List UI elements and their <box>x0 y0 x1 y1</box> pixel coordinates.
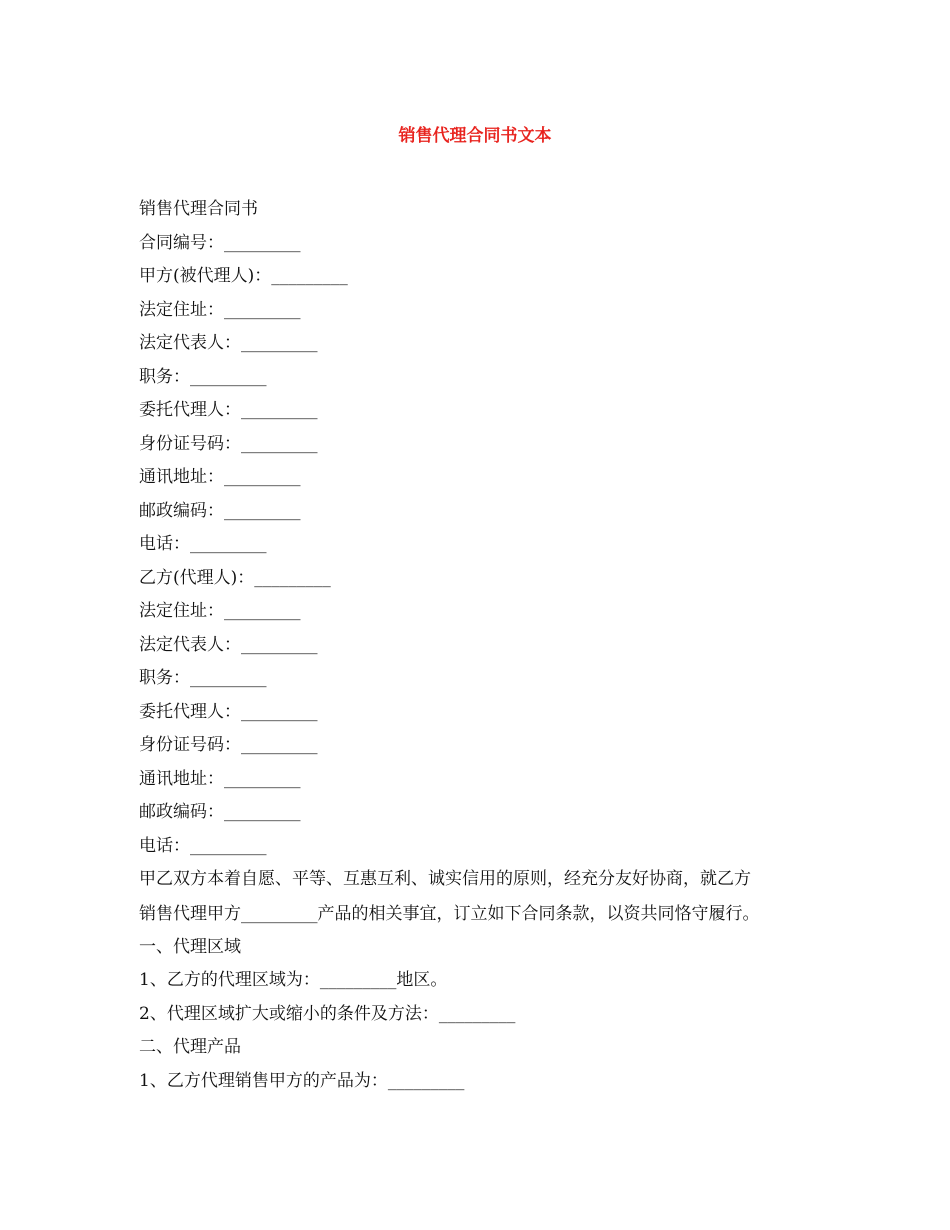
party-a-id-line: 身份证号码：_________ <box>139 433 318 454</box>
intro-paragraph <box>139 863 819 931</box>
party-b-agent-line: 委托代理人：_________ <box>139 701 318 722</box>
party-a-position-line: 职务：_________ <box>139 366 267 387</box>
clause-products: 1、乙方代理销售甲方的产品为：_________ <box>139 1070 465 1091</box>
document-body <box>139 193 819 1098</box>
party-b-phone-line: 电话：_________ <box>139 835 267 856</box>
party-b-postcode-line: 邮政编码：_________ <box>139 802 301 822</box>
contract-number-line: 合同编号：_________ <box>139 232 301 253</box>
party-b-representative-line: 法定代表人：_________ <box>139 634 318 655</box>
document-title: 销售代理合同书文本 <box>398 126 552 146</box>
party-a-line: 甲方(被代理人)：_________ <box>139 266 348 286</box>
party-b-position-line: 职务：_________ <box>139 668 267 688</box>
party-a-representative-line: 法定代表人：_________ <box>139 333 318 353</box>
party-b-id-line: 身份证号码：_________ <box>139 735 318 755</box>
party-b-address-line: 法定住址：_________ <box>139 601 301 621</box>
party-a-phone-line: 电话：_________ <box>139 534 267 554</box>
clause-region-scope: 1、乙方的代理区域为：_________地区。 <box>139 970 448 990</box>
section-heading-region: 一、代理区域 <box>139 936 241 957</box>
intro-paragraph-line: 销售代理甲方_________产品的相关事宜，订立如下合同条款，以资共同恪守履行。 <box>139 903 760 924</box>
clause-region-change: 2、代理区域扩大或缩小的条件及方法：_________ <box>139 1003 516 1024</box>
party-b-mail-address-line: 通讯地址：_________ <box>139 768 301 789</box>
party-a-agent-line: 委托代理人：_________ <box>139 400 318 420</box>
party-b-line: 乙方(代理人)：_________ <box>139 567 331 588</box>
contract-heading: 销售代理合同书 <box>139 199 258 219</box>
party-a-address-line: 法定住址：_________ <box>139 299 301 320</box>
section-heading-products: 二、代理产品 <box>139 1037 241 1057</box>
intro-paragraph-line: 甲乙双方本着自愿、平等、互惠互利、诚实信用的原则，经充分友好协商，就乙方 <box>139 869 751 889</box>
party-a-mail-address-line: 通讯地址：_________ <box>139 467 301 487</box>
party-a-postcode-line: 邮政编码：_________ <box>139 500 301 521</box>
